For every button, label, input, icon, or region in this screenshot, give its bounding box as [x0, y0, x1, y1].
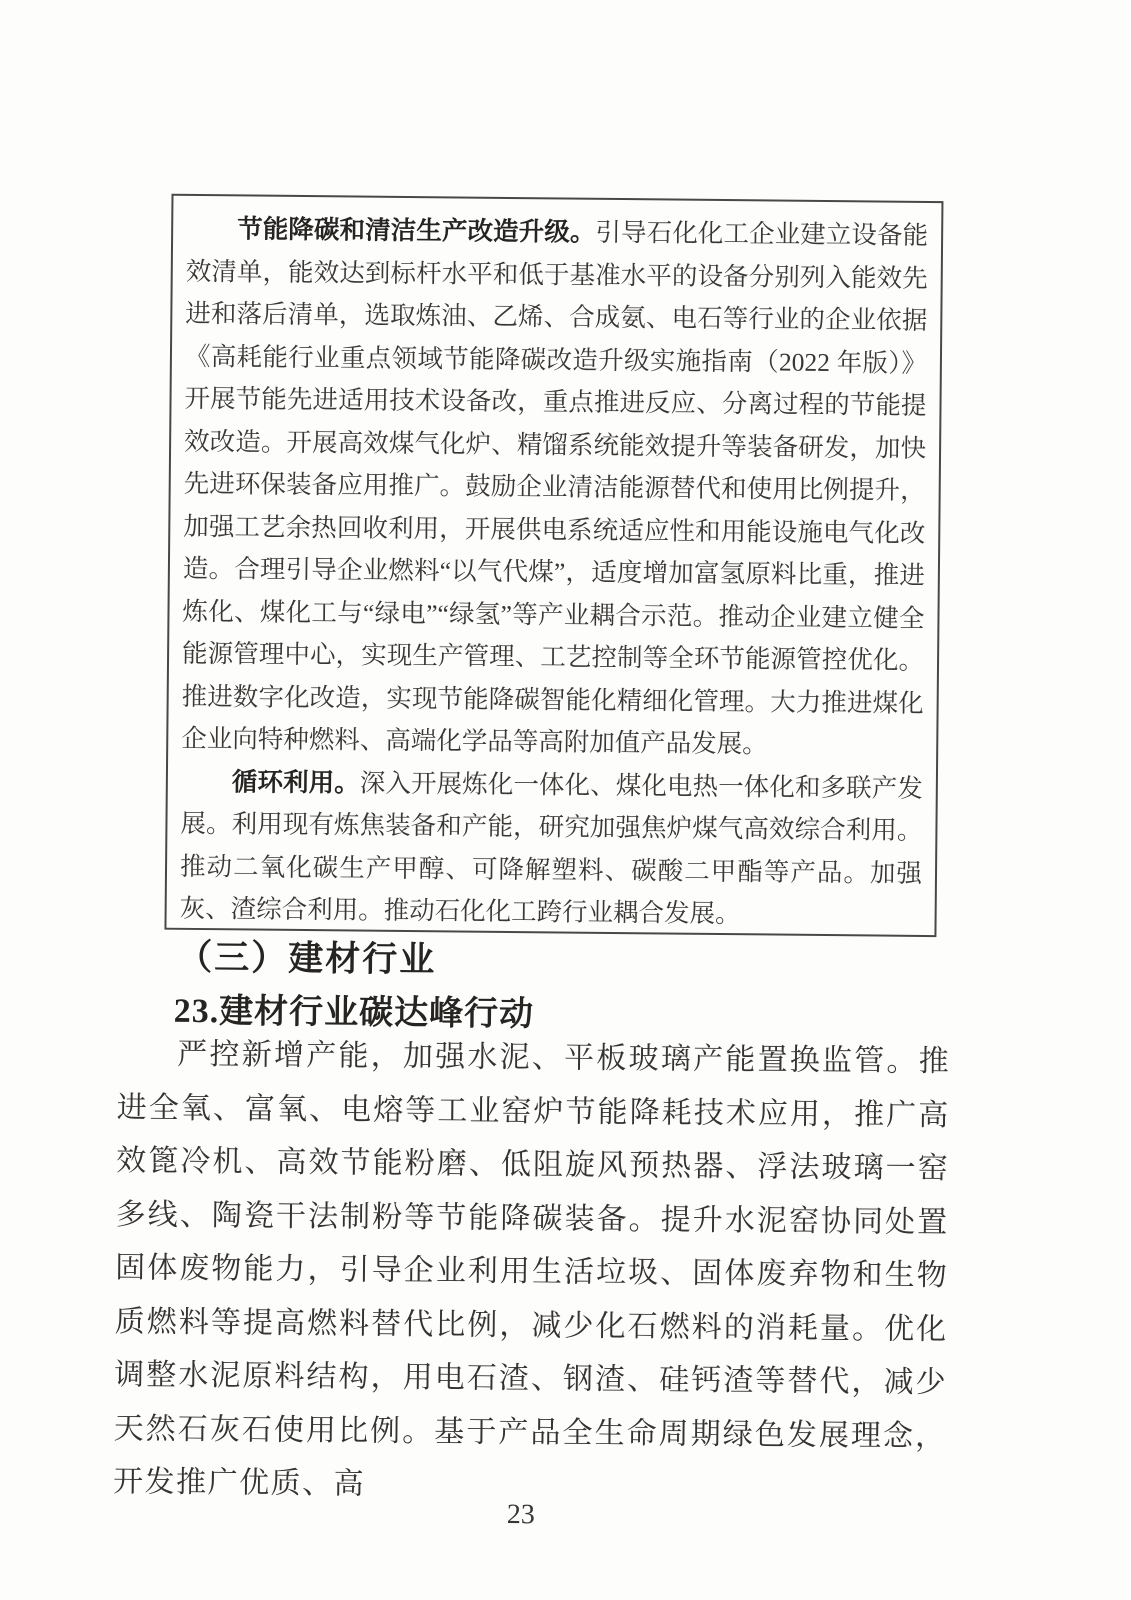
section-heading-building-materials: （三）建材行业 [176, 937, 437, 980]
subsection-heading-carbon-peak-action: 23.建材行业碳达峰行动 [173, 992, 535, 1034]
page-number: 23 [506, 1498, 535, 1531]
note-paragraph-lead: 节能降碳和清洁生产改造升级。 [237, 215, 596, 247]
note-paragraph-energy-saving [181, 208, 928, 768]
note-paragraph-text: 深入开展炼化一体化、煤化电热一体化和多联产发展。利用现有炼焦装备和产能，研究加强焦炉煤气高效综合利用。推动二氧化碳生产甲醇、可降解塑料、碳酸二甲酯等产品。加强灰、渣综合利用。推动石化化工跨行业耦合发展。 [179, 768, 923, 929]
body-paragraph: 严控新增产能，加强水泥、平板玻璃产能置换监管。推进全氧、富氧、电熔等工业窑炉节能降耗技术应用，推广高效篦冷机、高效节能粉磨、低阻旋风预热器、浮法玻璃一窑多线、陶瓷干法制粉等节能降碳装备。提升水泥窑协同处置固体废物能力，引导企业利用生活垃圾、固体废弃物和生物质燃料等提高燃料替代比例，减少化石燃料的消耗量。优化调整水泥原料结构，用电石渣、钢渣、硅钙渣等替代，减少天然石灰石使用比例。基于产品全生命周期绿色发展理念，开发推广优质、高 [112, 1037, 951, 1501]
note-paragraph-lead: 循环利用。 [231, 767, 360, 798]
note-paragraph-text: 引导石化化工企业建立设备能效清单，能效达到标杆水平和低于基准水平的设备分别列入能效先进和落后清单，选取炼油、乙烯、合成氨、电石等行业的企业依据《高耗能行业重点领域节能降碳改造升级实施指南（2022 年版）》开展节能先进适用技术设备改，重点推进反应、分离过程的节能提效改造。开展高效煤气化炉、精馏系统能效提升等装备研发，加快先进环保装备应用推广。鼓励企业清洁能源替代和使用比例提升，加强工艺余热回收利用，开展供电系统适应性和用能设施电气化改造。合理引导企业燃料“以气代煤”，适度增加富氢原料比重，推进炼化、煤化工与“绿电”“绿氢”等产业耦合示范。推动企业建立健全能源管理中心，实现生产管理、工艺控制等全环节能源管控优化。推进数字化改造，实现节能降碳智能化精细化管理。大力推进煤化企业向特种燃料、高端化学品等高附加值产品发展。 [181, 217, 929, 759]
boxed-note [164, 194, 943, 937]
note-paragraph-recycling [179, 760, 923, 937]
